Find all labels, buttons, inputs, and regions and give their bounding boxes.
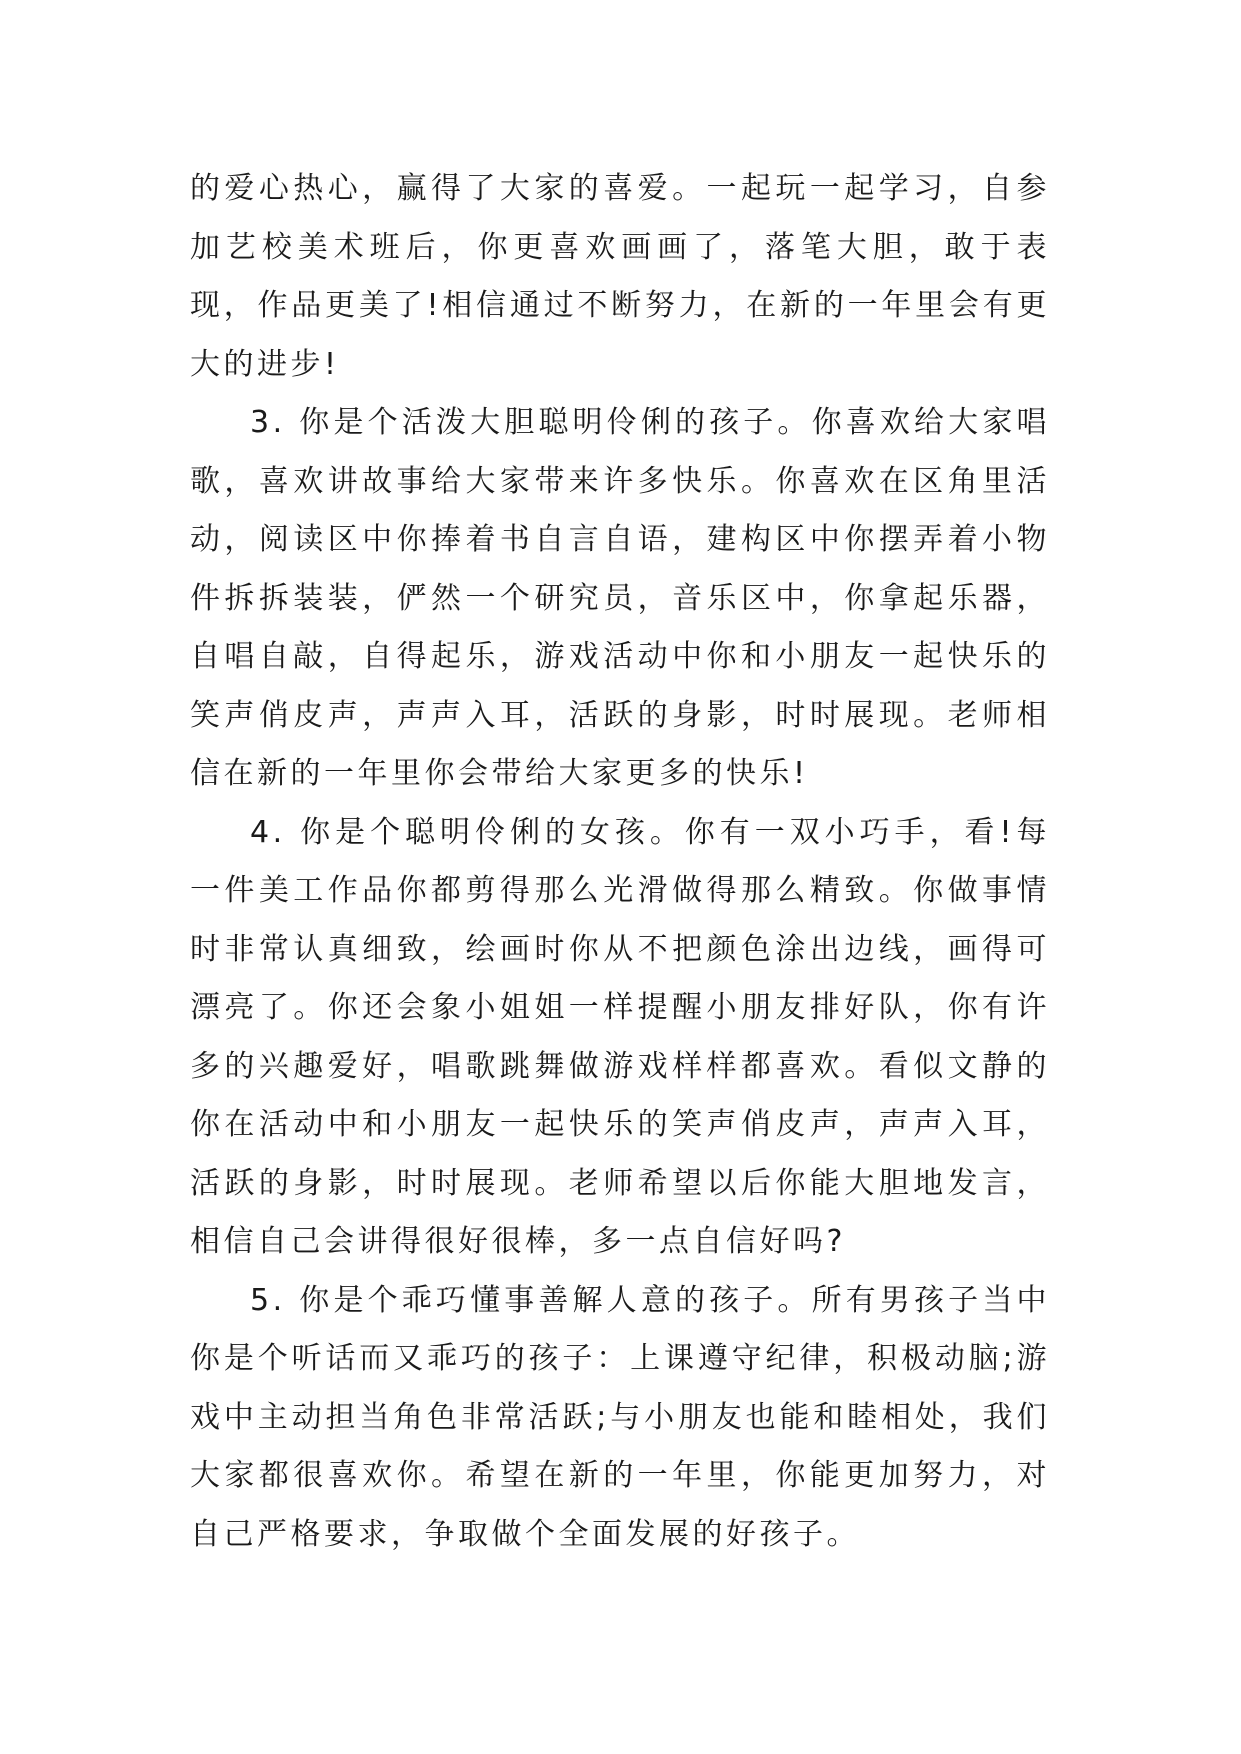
document-body: [190, 160, 1050, 1564]
paragraph-item-4: 4. 你是个聪明伶俐的女孩。你有一双小巧手，看!每一件美工作品你都剪得那么光滑做得那么精致。你做事情时非常认真细致，绘画时你从不把颜色涂出边线，画得可漂亮了。你还会象小姐姐一样提醒小朋友排好队，你有许多的兴趣爱好，唱歌跳舞做游戏样样都喜欢。看似文静的你在活动中和小朋友一起快乐的笑声俏皮声，声声入耳，活跃的身影，时时展现。老师希望以后你能大胆地发言，相信自己会讲得很好很棒，多一点自信好吗?: [190, 814, 1050, 1259]
paragraph-continuation: 的爱心热心，赢得了大家的喜爱。一起玩一起学习，自参加艺校美术班后，你更喜欢画画了，落笔大胆，敢于表现，作品更美了!相信通过不断努力，在新的一年里会有更大的进步!: [190, 171, 1050, 382]
paragraph-item-5: 5. 你是个乖巧懂事善解人意的孩子。所有男孩子当中你是个听话而又乖巧的孩子：上课遵守纪律，积极动脑;游戏中主动担当角色非常活跃;与小朋友也能和睦相处，我们大家都很喜欢你。希望在新的一年里，你能更加努力，对自己严格要求，争取做个全面发展的好孩子。: [190, 1282, 1050, 1552]
paragraph-item-3: 3. 你是个活泼大胆聪明伶俐的孩子。你喜欢给大家唱歌，喜欢讲故事给大家带来许多快乐。你喜欢在区角里活动，阅读区中你捧着书自言自语，建构区中你摆弄着小物件拆拆装装，俨然一个研究员，音乐区中，你拿起乐器，自唱自敲，自得起乐，游戏活动中你和小朋友一起快乐的笑声俏皮声，声声入耳，活跃的身影，时时展现。老师相信在新的一年里你会带给大家更多的快乐!: [190, 405, 1050, 791]
